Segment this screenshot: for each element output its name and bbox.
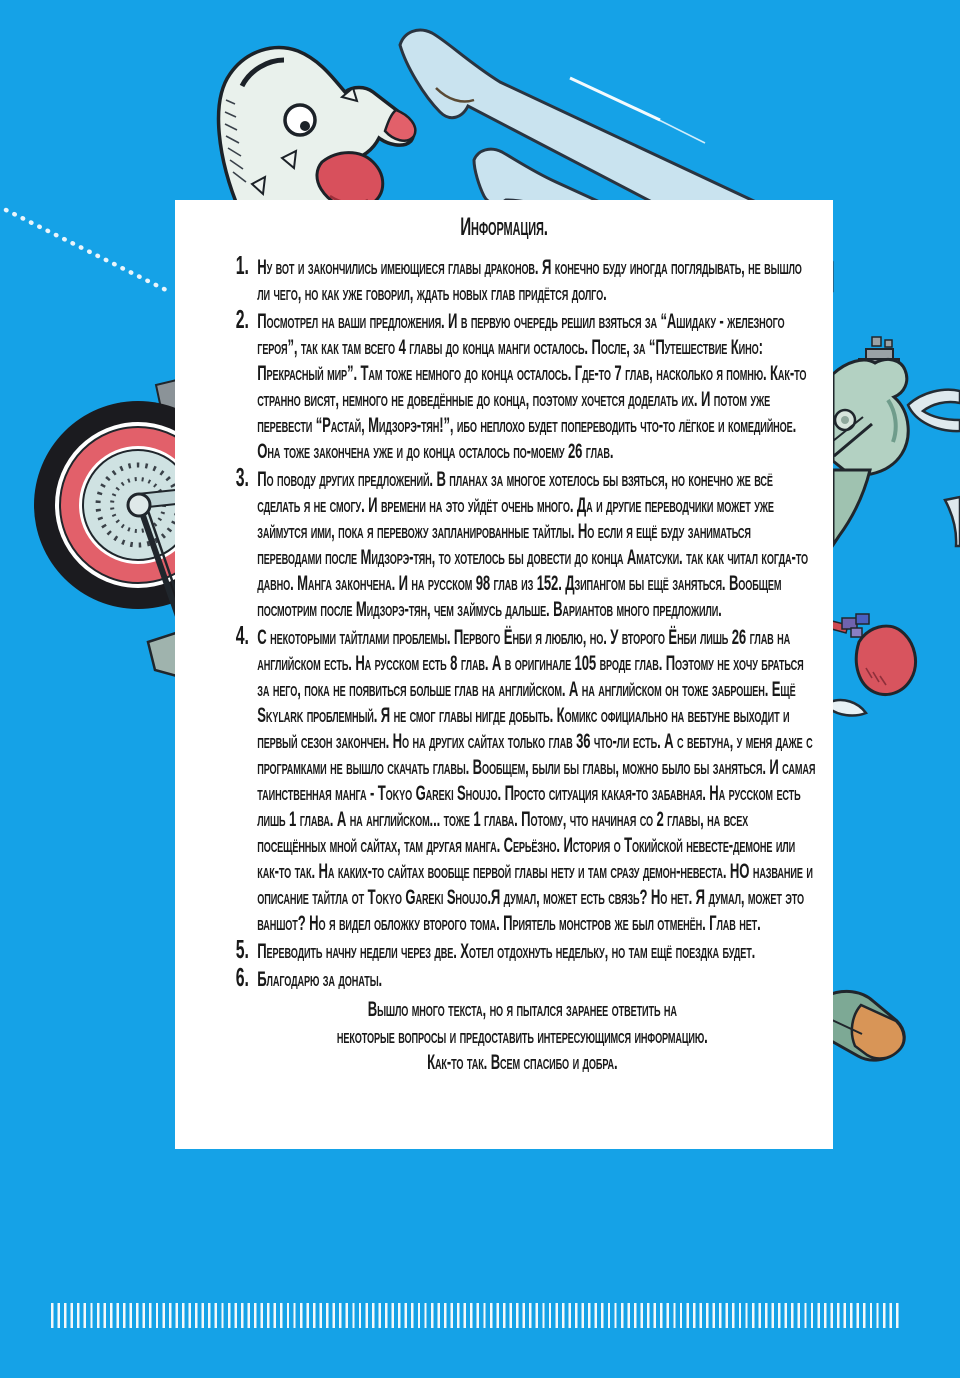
tick-marks: [51, 1303, 901, 1328]
red-teardrop-icon: [828, 614, 916, 694]
list-item: [175, 936, 833, 964]
list-item: [175, 252, 833, 306]
footer-line: некоторые вопросы и предоставить интересующимся информацию.: [336, 1023, 708, 1048]
item-number: 4.: [235, 620, 249, 650]
page-title: Информация.: [460, 213, 548, 241]
list-item: [175, 464, 833, 622]
item-number: 1.: [235, 250, 249, 280]
footer-line: Как-то так. Всем спасибо и добра.: [427, 1050, 618, 1074]
item-number: 3.: [235, 462, 249, 492]
list-item: [175, 964, 833, 992]
item-text: По поводу других предложений. В планах за многое хотелось бы взяться, но конечно же всё сделать я не смогу. И времени на это уйдёт очень много. Да и другие переводчики может уже займутся ими, пока я перевожу запланированные тайтлы. Но если я ещё буду заниматься переводами после Мидзорэ-тян, то хотелось бы довести до конца Аматсуки. так как читал когда-то давно. Манга закончена. И на русском 98 глав из 152. Дзипангом бы ещё заняться. Вообщем посмотрим после Мидзорэ-тян, чем займусь дальше. Вариантов много предложили.: [257, 467, 808, 621]
item-text: С некоторыми тайтлами проблемы. Первого Ёнби я люблю, но. У второго Ёнби лишь 26 глав на английском есть. На русском есть 8 глав. А в оригинале 105 вроде глав. Поэтому не хочу браться за него, пока не появиться больше глав на английском. А на английском он тоже заброшен. Ещё Skylark проблемный. Я не смог главы нигде добыть. Комикс официально на вебтуне выходит и первый сезон закончен. Но на других сайтах только глав 36 что-ли есть. А с вебтуна, у меня даже с програмками не вышло скачать главы. Вообщем, были бы главы, можно было бы заняться. И самая таинственная манга - Tokyo Gareki Shoujo. Просто ситуация какая-то забавная. На русском есть лишь 1 глава. А на английском... тоже 1 глава. Потому, что начиная со 2 главы, на всех посещённых мной сайтах, там другая манга. Серьёзно. История о Токийской невесте-демоне или как-то так. На каких-то сайтах вообще первой главы нету и там сразу демон-невеста. НО название и описание тайтла от Tokyo Gareki Shoujo.Я думал, может есть связь? Но нет. Я думал, может это ваншот? Но я видел обложку второго тома. Приятель монстров же был отменён. Глав нет.: [257, 625, 816, 935]
item-text: Ну вот и закончились имеющиеся главы драконов. Я конечно буду иногда поглядывать, не вышло ли чего, но как уже говорил, ждать новых глав придётся долго.: [257, 255, 802, 305]
item-number: 5.: [235, 934, 249, 964]
info-sheet: [175, 200, 833, 1149]
item-text: Переводить начну недели через две. Хотел отдохнуть недельку, но там ещё поездка будет.: [257, 939, 756, 963]
engine-part-icon: [833, 337, 908, 545]
item-number: 6.: [235, 962, 249, 992]
dragon-head-icon: [219, 48, 416, 214]
footer-line: Вышло много текста, но я пытался заранее ответить на: [367, 997, 677, 1021]
item-text: Благодарю за донаты.: [257, 967, 383, 991]
list-item: [175, 622, 833, 936]
boot-icon: [826, 991, 904, 1060]
info-sheet-content: [175, 200, 833, 1094]
item-text: Посмотрел на ваши предложения. И в первую очередь решил взяться за “Ашидаку - железного героя”, так как там всего 4 главы до конца манги осталось. После, за “Путешествие Кино: Прекрасный мир”. Там тоже немного до конца осталось. Где-то 7 глав, насколько я помню. Как-то странно висят, немного не доведённые до конца, поэтому хочется доделать их. И потом уже перевести “Растай, Мидзорэ-тян!”, ибо неплохо будет попереводить что-то лёгкое и комедийное. Она тоже закончена уже и до конца осталось по-моему 26 глав.: [257, 309, 807, 463]
info-list: [175, 252, 833, 992]
dotted-trail-icon: [6, 210, 170, 292]
item-number: 2.: [235, 304, 249, 334]
list-item: [175, 306, 833, 464]
footer-note: [175, 996, 833, 1076]
